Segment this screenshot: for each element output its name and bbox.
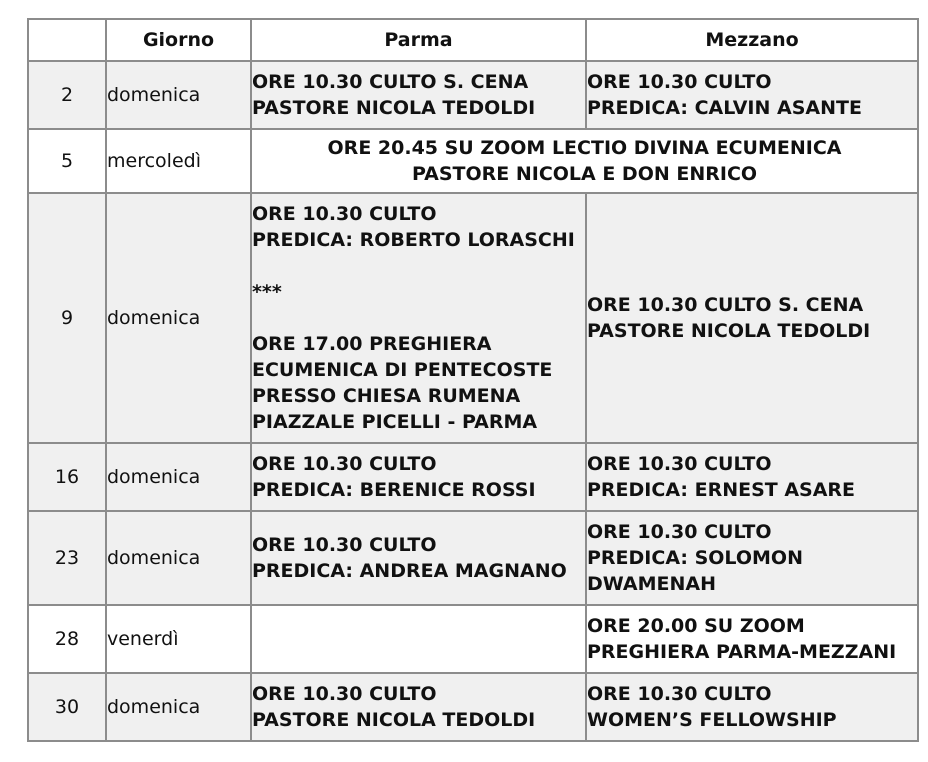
parma-event: ORE 10.30 CULTO PASTORE NICOLA TEDOLDI (251, 673, 586, 741)
parma-event: ORE 10.30 CULTO PREDICA: ANDREA MAGNANO (251, 511, 586, 605)
header-giorno: Giorno (106, 19, 251, 61)
parma-event (251, 605, 586, 673)
schedule-table (27, 18, 919, 742)
day-number: 30 (28, 673, 106, 741)
mezzano-event: ORE 10.30 CULTO PREDICA: ERNEST ASARE (586, 443, 918, 511)
table-row (28, 605, 918, 673)
mezzano-event: ORE 10.30 CULTO PREDICA: CALVIN ASANTE (586, 61, 918, 129)
mezzano-event: ORE 20.00 SU ZOOM PREGHIERA PARMA-MEZZANI (586, 605, 918, 673)
weekday: domenica (106, 673, 251, 741)
weekday: domenica (106, 193, 251, 443)
weekday: venerdì (106, 605, 251, 673)
table-row (28, 511, 918, 605)
day-number: 16 (28, 443, 106, 511)
table-row (28, 129, 918, 193)
day-number: 2 (28, 61, 106, 129)
header-mezzano: Mezzano (586, 19, 918, 61)
day-number: 5 (28, 129, 106, 193)
table-row (28, 193, 918, 443)
header-day (28, 19, 106, 61)
header-parma: Parma (251, 19, 586, 61)
parma-event: ORE 10.30 CULTO PREDICA: BERENICE ROSSI (251, 443, 586, 511)
weekday: domenica (106, 61, 251, 129)
table-row (28, 673, 918, 741)
weekday: mercoledì (106, 129, 251, 193)
joint-event: ORE 20.45 SU ZOOM LECTIO DIVINA ECUMENICA PASTORE NICOLA E DON ENRICO (251, 129, 918, 193)
table-row (28, 61, 918, 129)
weekday: domenica (106, 443, 251, 511)
parma-event: ORE 10.30 CULTO PREDICA: ROBERTO LORASCHI *** ORE 17.00 PREGHIERA ECUMENICA DI PENTECOSTE PRESSO CHIESA RUMENA PIAZZALE PICELLI - PARMA (251, 193, 586, 443)
day-number: 9 (28, 193, 106, 443)
weekday: domenica (106, 511, 251, 605)
mezzano-event: ORE 10.30 CULTO PREDICA: SOLOMON DWAMENAH (586, 511, 918, 605)
parma-event: ORE 10.30 CULTO S. CENA PASTORE NICOLA TEDOLDI (251, 61, 586, 129)
header-row (28, 19, 918, 61)
mezzano-event: ORE 10.30 CULTO S. CENA PASTORE NICOLA TEDOLDI (586, 193, 918, 443)
mezzano-event: ORE 10.30 CULTO WOMEN’S FELLOWSHIP (586, 673, 918, 741)
table-row (28, 443, 918, 511)
day-number: 28 (28, 605, 106, 673)
day-number: 23 (28, 511, 106, 605)
